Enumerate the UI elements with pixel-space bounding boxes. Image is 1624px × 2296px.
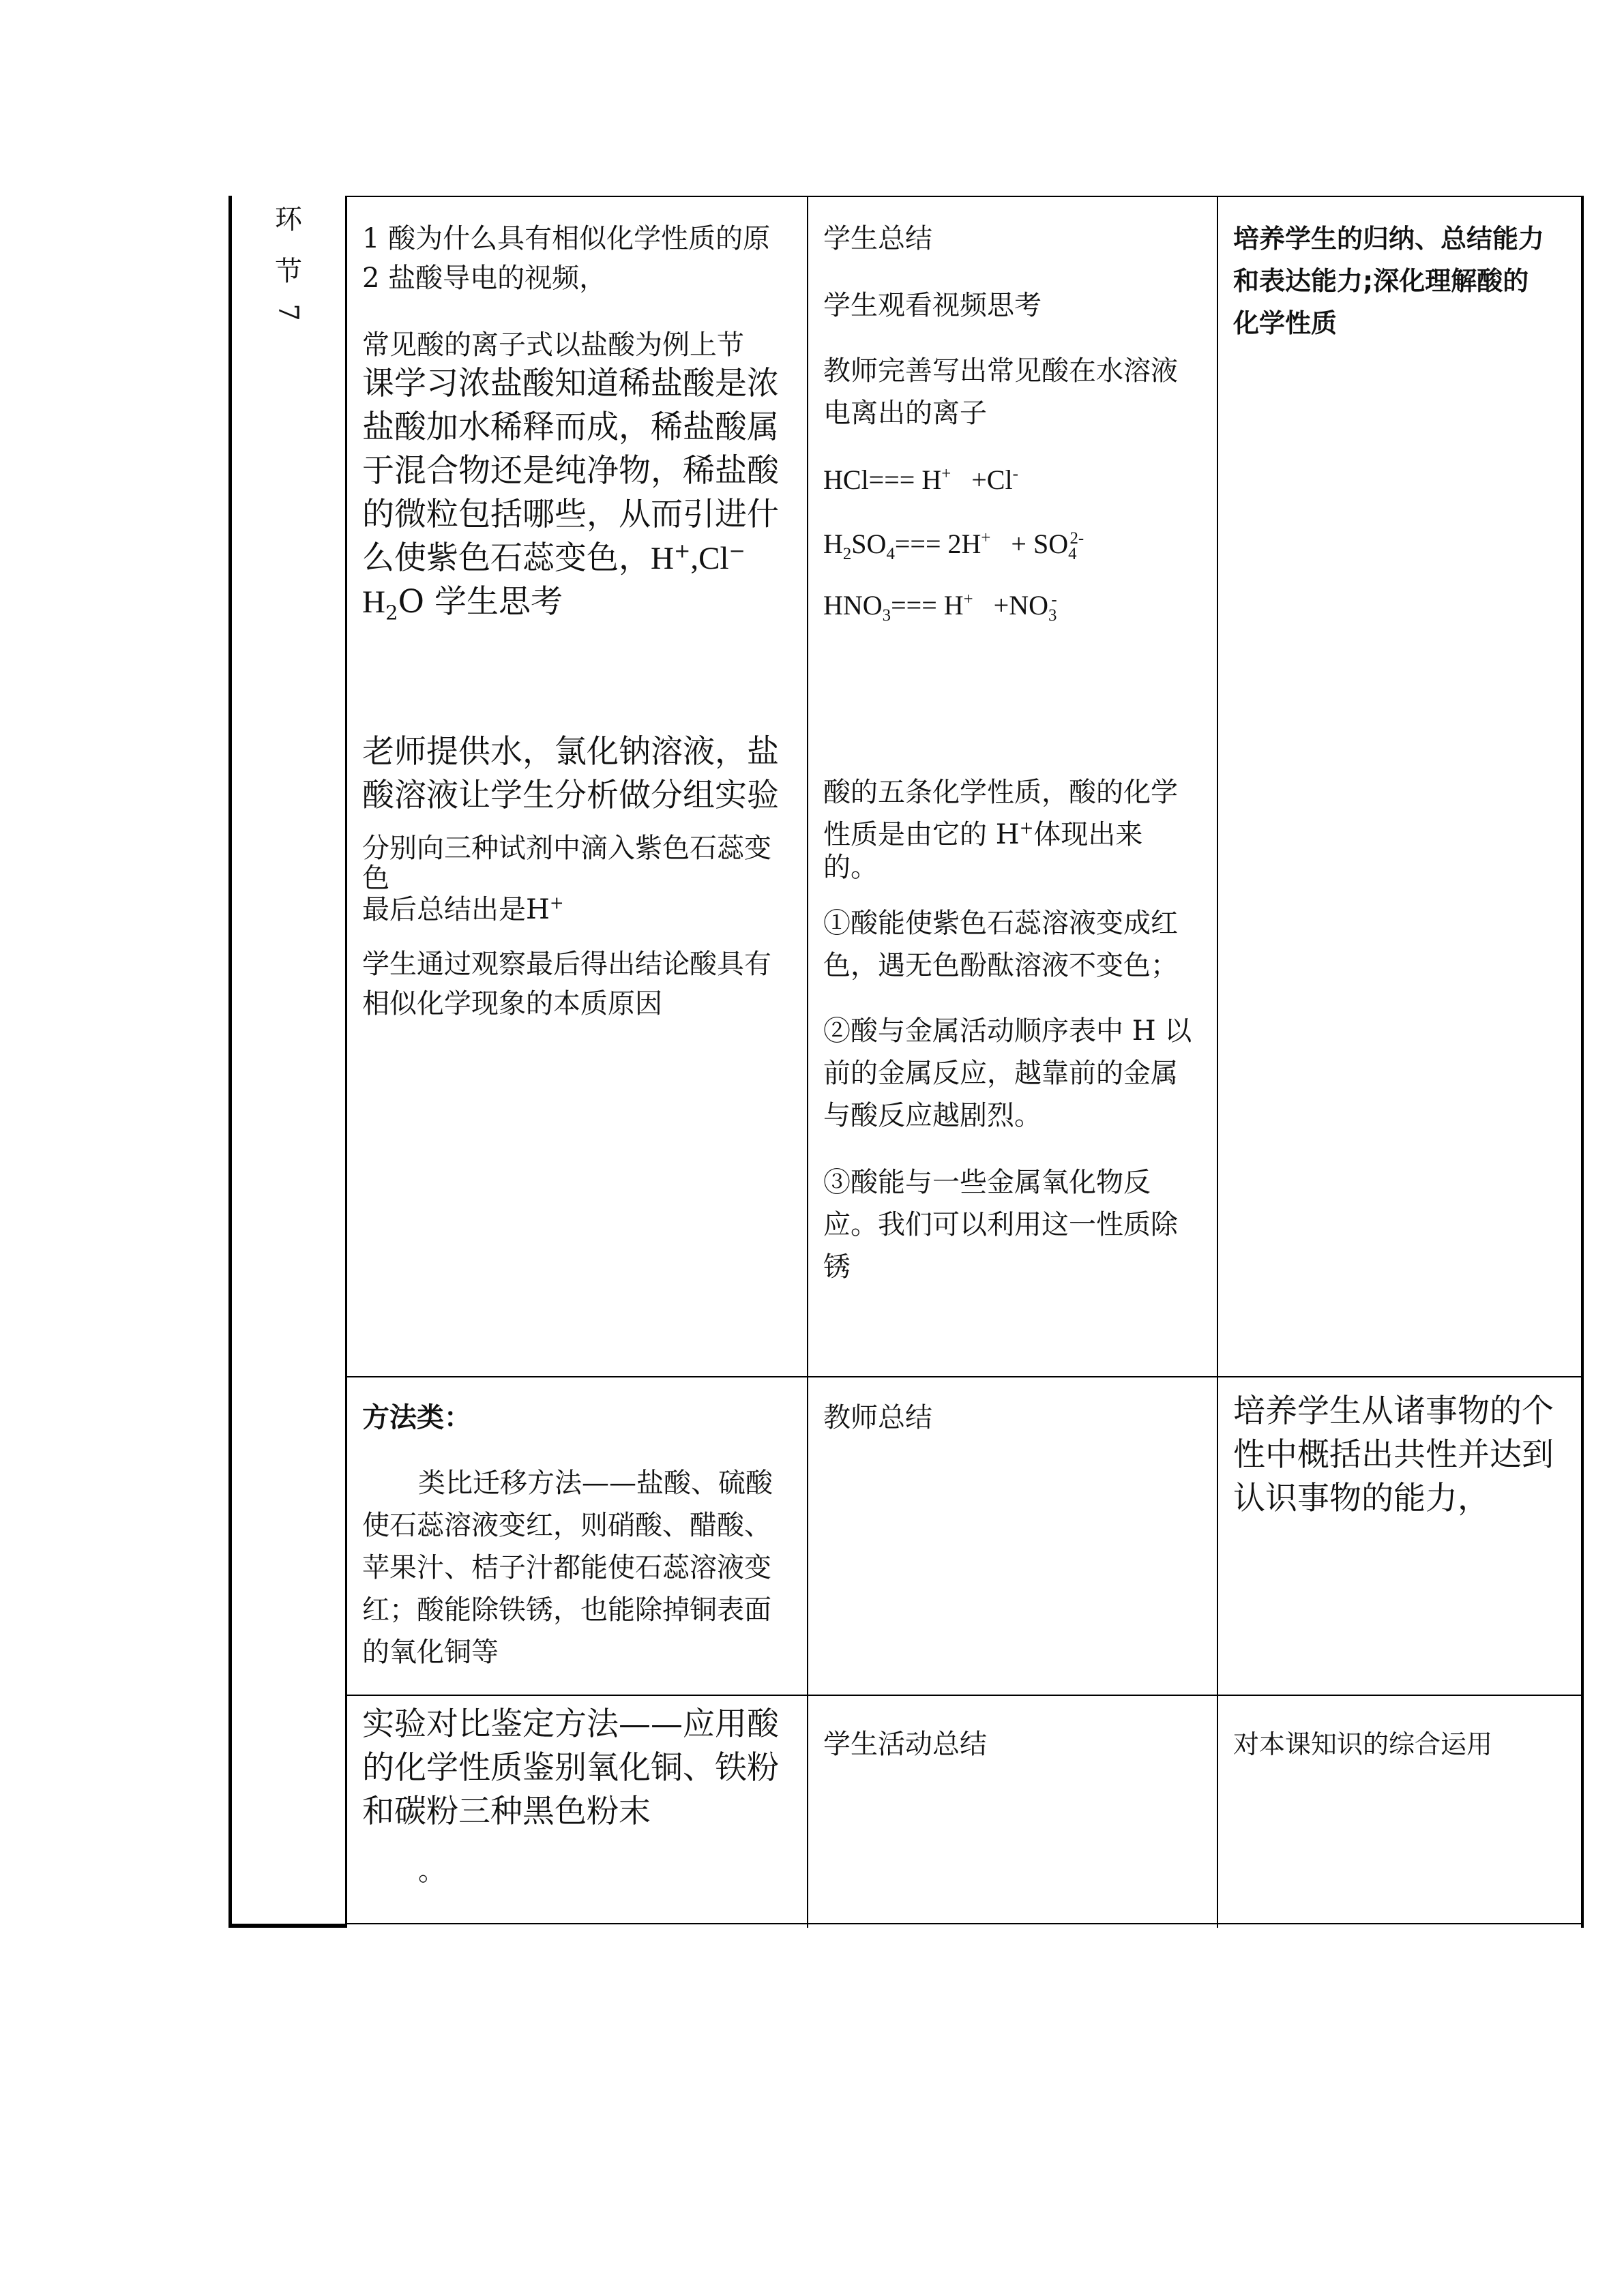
block3-student-cell <box>808 1696 1217 1923</box>
eq2-so4-charge: 2- <box>1069 528 1084 548</box>
question-1: 1 酸为什么具有相似化学性质的原 <box>362 223 771 254</box>
eq2-rest: + SO <box>990 528 1069 559</box>
table-bottom-border <box>346 1923 1584 1924</box>
ion-cl-charge: − <box>728 539 745 563</box>
method-line-3: 苹果汁、桔子汁都能使石蕊溶液变 <box>362 1552 771 1583</box>
method-heading: 方法类： <box>362 1401 471 1433</box>
student-activity-summary: 学生活动总结 <box>823 1729 987 1760</box>
stage-cell <box>232 196 345 1924</box>
stage-char-3: 7 <box>272 303 304 321</box>
teacher-line-1: 教师完善写出常见酸在水溶液 <box>823 355 1178 387</box>
five-line2-b: 体现出来 <box>1033 819 1143 850</box>
eq2-mid: === 2H <box>894 528 981 559</box>
ions-line <box>362 537 745 580</box>
five-line2-a: 性质是由它的 H <box>823 819 1020 850</box>
water-subscript: 2 <box>385 601 398 625</box>
goal-line-3: 化学性质 <box>1233 308 1338 338</box>
property-3-line-3: 锈 <box>823 1251 851 1283</box>
property-3-line-1: ③酸能与一些金属氧化物反 <box>823 1167 1151 1198</box>
method-line-4: 红；酸能除铁锈，也能除掉铜表面 <box>362 1594 771 1626</box>
block2-teacher-cell <box>808 1377 1217 1695</box>
five-properties-line-3: 的。 <box>823 852 878 883</box>
block2-goal-cell <box>1218 1377 1581 1695</box>
stage-char-2: 节 <box>275 256 302 287</box>
block1-goal-cell <box>1218 197 1581 1376</box>
eq3-sub-3b: 3 <box>1048 606 1057 625</box>
stage-column-bottom-border <box>228 1924 347 1928</box>
ion-h: H <box>651 541 674 576</box>
eq3-no3-charge: - <box>1051 590 1057 609</box>
eq2-h: H <box>823 528 843 559</box>
eq2-h-charge: + <box>981 528 991 548</box>
observe-line-1: 学生通过观察最后得出结论酸具有 <box>362 949 771 980</box>
eq3-mid: === H <box>891 590 964 621</box>
eq1-cl-charge: - <box>1012 464 1018 483</box>
conclude-prefix: 最后总结出是H <box>362 894 550 925</box>
eq1-lhs: HCl=== H <box>823 464 942 495</box>
eq2-sub-4: 4 <box>886 545 895 563</box>
experiment-line-2: 酸溶液让学生分析做分组实验 <box>362 777 779 814</box>
eq2-so: SO <box>851 528 887 559</box>
block3-goal-cell <box>1218 1696 1581 1923</box>
equation-h2so4 <box>823 523 1084 565</box>
drop-line-2: 色 <box>362 863 389 894</box>
question-2: 2 盐酸导电的视频， <box>362 263 607 294</box>
eq3-sub-3: 3 <box>882 606 891 625</box>
equation-hcl <box>823 459 1018 501</box>
equation-hno3 <box>823 584 1057 627</box>
five-h-charge: + <box>1019 818 1034 838</box>
intro-line-5: 的微粒包括哪些，从而引进什 <box>362 496 779 533</box>
property-1-line-2: 色，遇无色酚酞溶液不变色； <box>823 950 1178 981</box>
ability-line-3: 认识事物的能力， <box>1233 1480 1490 1517</box>
conclude-line <box>362 889 564 931</box>
property-3-line-2: 应。我们可以利用这一性质除 <box>823 1209 1178 1240</box>
comprehensive-application: 对本课知识的综合运用 <box>1233 1729 1493 1759</box>
video-think: 学生观看视频思考 <box>823 290 1042 321</box>
experiment-method-line-1: 实验对比鉴定方法——应用酸 <box>362 1705 779 1743</box>
intro-line-3: 盐酸加水稀释而成，稀盐酸属 <box>362 408 779 446</box>
student-summary: 学生总结 <box>823 223 932 254</box>
eq2-sub-2: 2 <box>842 545 852 563</box>
eq3-rest: +NO <box>973 590 1048 621</box>
eq1-mid: +Cl <box>951 464 1013 495</box>
teacher-summary: 教师总结 <box>823 1402 932 1433</box>
conclude-charge: + <box>549 893 564 913</box>
five-properties-line-1: 酸的五条化学性质，酸的化学 <box>823 777 1178 808</box>
property-1-line-1: ①酸能使紫色石蕊溶液变成红 <box>823 908 1178 939</box>
ability-line-2: 性中概括出共性并达到 <box>1233 1436 1554 1474</box>
block1-student-cell <box>808 197 1217 1376</box>
eq3-h-charge: + <box>963 590 973 609</box>
eq3-hno: HNO <box>823 590 883 621</box>
water-rest: O 学生思考 <box>398 583 563 621</box>
water-line <box>362 580 563 624</box>
block3-method-cell <box>347 1696 807 1923</box>
table-right-border <box>1581 196 1584 1928</box>
stage-char-1: 环 <box>275 204 302 235</box>
ion-h-charge: + <box>673 539 691 563</box>
experiment-method-line-2: 的化学性质鉴别氧化铜、铁粉 <box>362 1749 779 1787</box>
experiment-line-1: 老师提供水，氯化钠溶液，盐 <box>362 733 779 771</box>
method-line-1: 类比迁移方法——盐酸、硫酸 <box>418 1467 773 1499</box>
drop-line-1: 分别向三种试剂中滴入紫色石蕊变 <box>362 833 771 864</box>
eq1-h-charge: + <box>941 464 951 483</box>
block2-method-cell <box>347 1377 807 1695</box>
ability-line-1: 培养学生从诸事物的个 <box>1233 1392 1554 1430</box>
ion-cl: ,Cl <box>690 541 729 576</box>
method-line-5: 的氧化铜等 <box>362 1637 499 1668</box>
ions-prefix: 么使紫色石蕊变色， <box>362 539 651 577</box>
trailing-period: 。 <box>418 1855 445 1887</box>
goal-line-2: 和表达能力;深化理解酸的 <box>1233 266 1529 296</box>
property-2-line-3: 与酸反应越剧烈。 <box>823 1100 1042 1131</box>
intro-line-4: 于混合物还是纯净物，稀盐酸 <box>362 452 779 490</box>
intro-line-1: 常见酸的离子式以盐酸为例上节 <box>362 329 744 361</box>
experiment-method-line-3: 和碳粉三种黑色粉末 <box>362 1793 651 1830</box>
eq2-sub-4b: 4 <box>1068 545 1077 563</box>
property-2-line-1: ②酸与金属活动顺序表中 H 以 <box>823 1015 1192 1047</box>
water-h: H <box>362 584 385 620</box>
observe-line-2: 相似化学现象的本质原因 <box>362 988 662 1019</box>
goal-line-1: 培养学生的归纳、总结能力 <box>1233 224 1545 254</box>
intro-line-2: 课学习浓盐酸知道稀盐酸是浓 <box>362 365 779 402</box>
block1-activity-cell <box>347 197 807 1376</box>
method-line-2: 使石蕊溶液变红，则硝酸、醋酸、 <box>362 1510 771 1541</box>
teacher-line-2: 电离出的离子 <box>823 398 987 429</box>
property-2-line-2: 前的金属反应，越靠前的金属 <box>823 1058 1178 1089</box>
